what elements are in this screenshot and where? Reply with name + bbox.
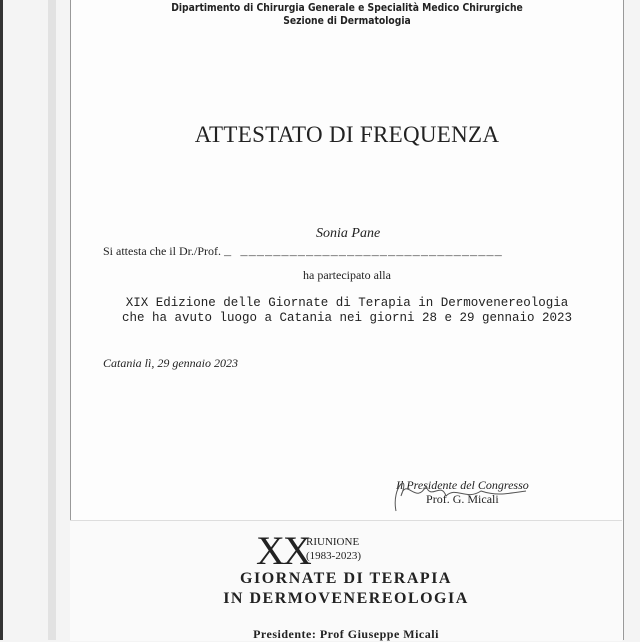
- handwritten-signature: [386, 466, 546, 516]
- edition-line-2: che ha avuto luogo a Catania nei giorni 28 e 29 gennaio 2023: [121, 311, 573, 325]
- riunione-label: [306, 535, 361, 563]
- signature-role: Il Presidente del Congresso: [396, 478, 529, 492]
- scan-strip: [48, 0, 56, 640]
- section-name: Sezione di Dermatologia: [283, 15, 411, 27]
- edition-numeral: XX: [256, 528, 310, 573]
- years-text: (1983-2023): [306, 550, 361, 562]
- president-line: Presidente: Prof Giuseppe Micali: [253, 627, 439, 641]
- signature-name: Prof. G. Micali: [426, 492, 499, 506]
- place-date: Catania lì, 29 gennaio 2023: [103, 356, 238, 370]
- congress-line-1: GIORNATE DI TERAPIA: [240, 570, 452, 587]
- edition-line-1: XIX Edizione delle Giornate di Terapia in Dermovenereologia: [125, 296, 569, 310]
- congress-name: [70, 569, 622, 609]
- edition-text: [71, 296, 623, 326]
- congress-line-2: IN DERMOVENEREOLOGIA: [223, 590, 469, 607]
- scan-edge: [0, 0, 3, 640]
- signature-block: [396, 478, 529, 506]
- attest-prefix: Si attesta che il Dr./Prof.: [103, 244, 221, 258]
- header: [104, 2, 590, 28]
- attestation-line: [103, 244, 503, 259]
- riunione-text: RIUNIONE: [306, 536, 360, 548]
- congress-footer: [70, 520, 622, 641]
- department-name: Dipartimento di Chirurgia Generale e Specialità Medico Chirurgiche: [171, 2, 523, 14]
- attendee-name: Sonia Pane: [316, 226, 381, 241]
- name-blank-line: _ ________________________________: [223, 245, 503, 259]
- participated-text: ha partecipato alla: [303, 268, 391, 282]
- certificate-title: ATTESTATO DI FREQUENZA: [194, 122, 500, 147]
